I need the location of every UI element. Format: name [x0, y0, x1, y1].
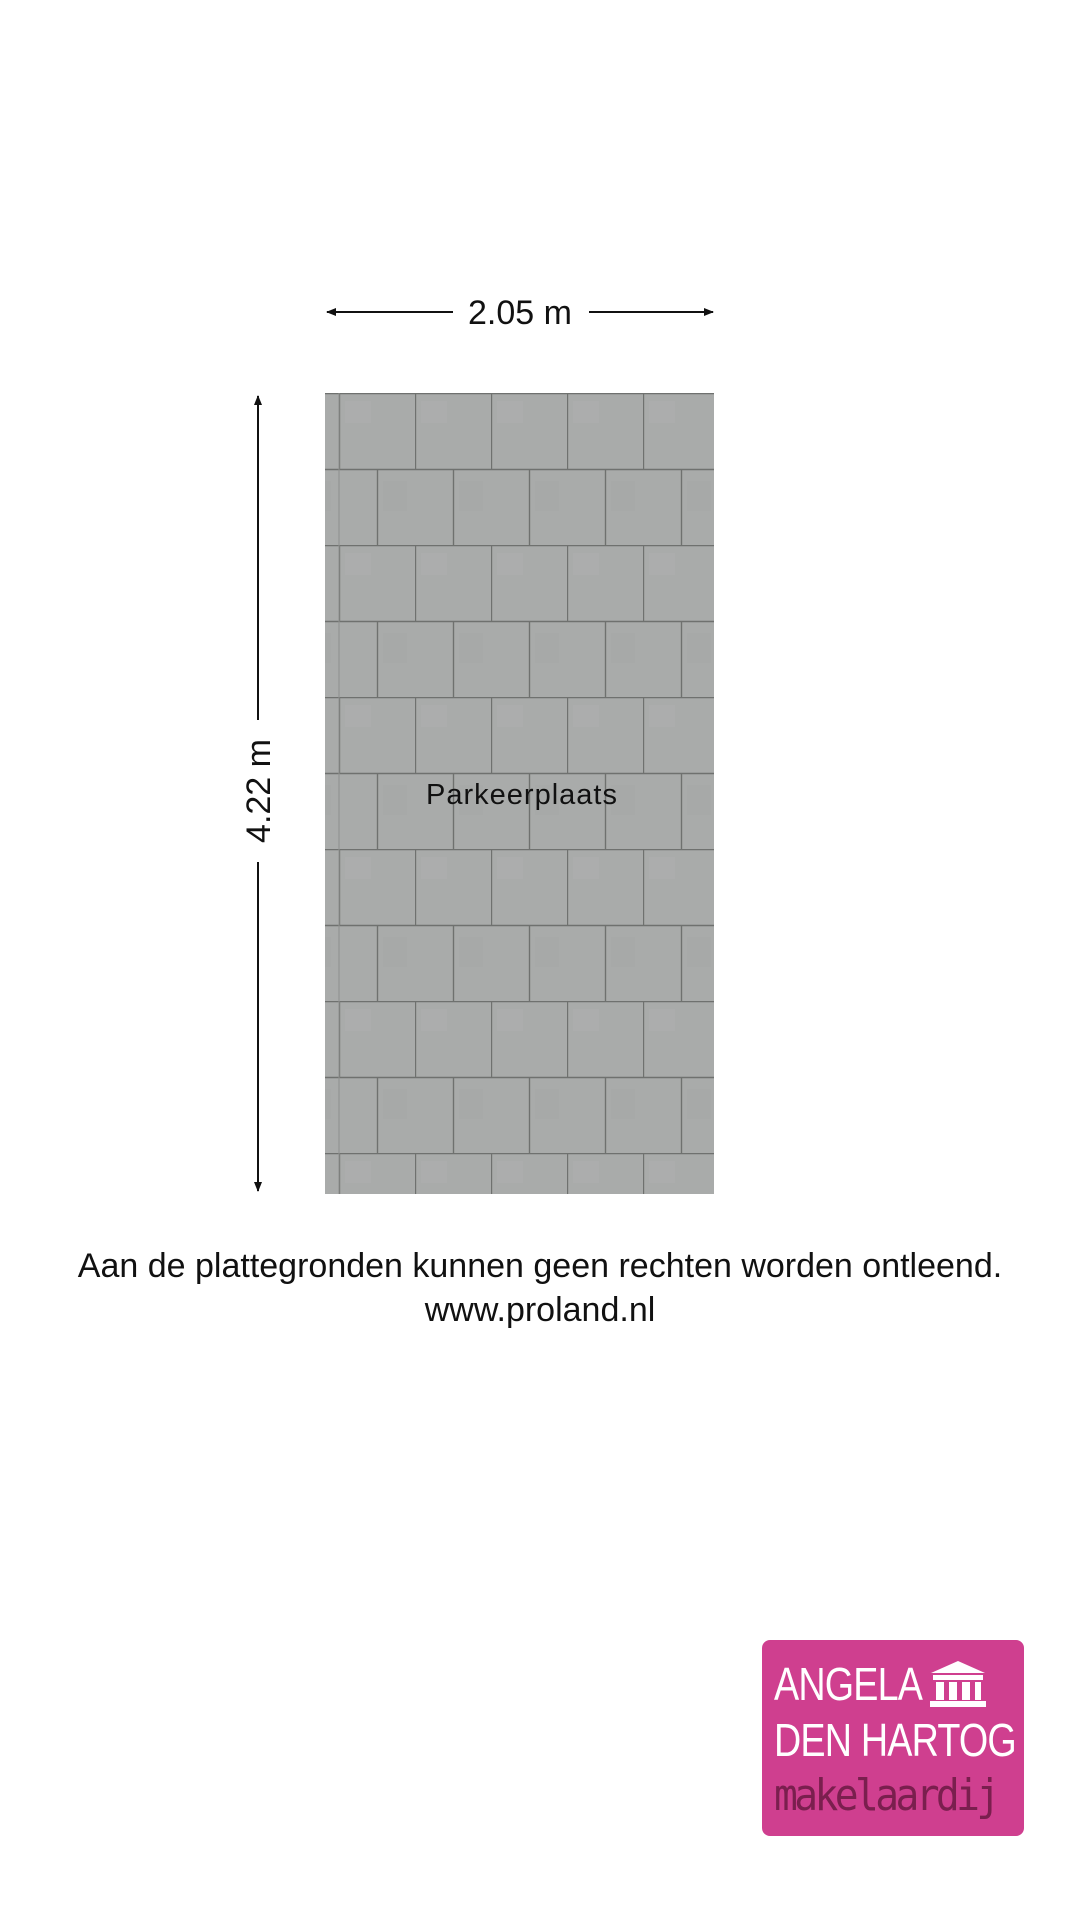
logo-line-makelaardij: makelaardij	[774, 1770, 997, 1821]
height-dimension-label: 4.22 m	[240, 739, 278, 843]
disclaimer-text: Aan de plattegronden kunnen geen rechten worden ontleend.	[77, 1247, 1003, 1285]
logo-line-angela: ANGELA	[774, 1658, 923, 1710]
room-label: Parkeerplaats	[426, 779, 618, 811]
logo-line-den-hartog: DEN HARTOG	[774, 1714, 1016, 1766]
company-logo	[762, 1640, 1024, 1836]
building-icon	[927, 1659, 989, 1709]
website-text: www.proland.nl	[424, 1291, 656, 1329]
width-dimension-label: 2.05 m	[468, 294, 572, 332]
